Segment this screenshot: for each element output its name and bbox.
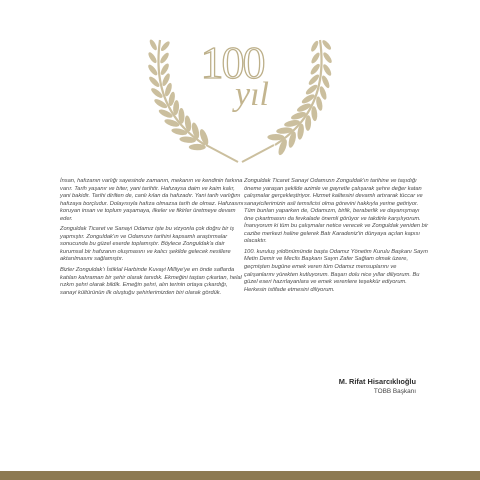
laurel-leaf: [321, 39, 333, 51]
signature-title: TOBB Başkanı: [373, 388, 416, 395]
emblem-word: yıl: [235, 76, 269, 113]
laurel-leaf: [311, 106, 318, 121]
footer-bar: [0, 471, 480, 480]
left-text-column: [60, 178, 244, 300]
paragraph: Bizler Zonguldak'ı İstiklal Harbinde Kuvayi Milliye'ye en önde saflarda katılan kahraman bir şehir olarak tanıdık. Ekmeğini taştan çıkartan, helal rızkın şehri olarak bildik. Emeğin şehri, alın terinin ortaya çıkardığı, sanayi kültürünün ilk oluştuğu şehirlerimizden biri olarak gördük.: [60, 267, 242, 296]
laurel-leaf: [160, 40, 172, 52]
laurel-leaf: [315, 96, 323, 111]
100-yil-emblem: [0, 0, 480, 175]
laurel-leaf: [148, 38, 158, 51]
emblem-number: 100: [200, 37, 264, 88]
laurel-leaf: [322, 63, 333, 77]
right-text-column: [244, 178, 428, 297]
laurel-leaf: [159, 51, 170, 64]
paragraph: Zonguldak Ticaret ve Sanayi Odamız işte bu vizyonla çok doğru bir iş yapmıştır. Zonguldak'ın ve Odamızın tarihini kapsamlı araştırmalar sonucunda bu güzel eserde toplamıştır. Böylece Zonguldak'a dair kurumsal bir hafızanın oluşmasını ve kalıcı şekilde gelecek nesillere aktarılmasını sağlamıştır.: [60, 226, 235, 263]
laurel-leaf: [310, 40, 320, 53]
laurel-wreath-icon: [0, 0, 480, 175]
signature-name: M. Rifat Hisarcıklıoğlu: [338, 377, 416, 386]
paragraph: 100. kuruluş yıldönümünde başta Odamız Yönetim Kurulu Başkanı Sayın Metin Demir ve Meclis Başkanı Sayın Zafer Sağlam olmak üzere, geçmişten bugüne emek veren tüm Odamız mensuplarını ve çalışanlarını yürekten kutluyorum. Başarı dolu nice yıllar diliyorum. Bu güzel eseri hazırlayanlara ve emek verenlere teşekkür ediyorum. Herkesin istifade etmesini diliyorum.: [244, 248, 428, 293]
laurel-leaf: [310, 51, 321, 64]
laurel-leaf: [147, 51, 158, 64]
laurel-leaf: [322, 51, 333, 64]
paragraph: İnsan, hafızanın varlığı sayesinde zamanın, mekanın ve kendinin farkına varır. Tarih yaşanır ve biter, yani tarihtir. Hafızaysa daim ve kaim kalır, yani bakidir. Tarihi dirilten de, canlı kılan da hafızadır. Yani tarih varlığını hafızaya borçludur. Dolayısıyla hafıza olmazsa tarih de olmaz. Hafızasını koruyan insan ve toplum yaşamaya, ilkeler ve fikirler üretmeye devam eder.: [60, 178, 244, 222]
paragraph: Zonguldak Ticaret Sanayi Odamızın Zonguldak'ın tarihine ve taşıdığı öneme yaraşan şekilde azimle ve gayretle çalışarak şehre değer katan çalışmalar gerçekleştiriyor. Hizmet kalitesini devamlı artırarak tüccar ve sanayicilerimizin asli temsilcisi olma görevini hakkıyla yerine getiriyor. Tüm bunları yaparken de, Odamızın, birlik, beraberlik ve dayanışmayı öne çıkartmasını da fevkalade önemli görüyor ve takdirle karşılıyorum. İnanıyorum ki tüm bu çalışmalar netice verecek ve Zonguldak yeniden bir cazibe merkezi haline gelerek Batı Karadeniz'in dünyaya açılan kapısı olacaktır.: [244, 178, 428, 245]
laurel-leaf: [147, 63, 159, 76]
laurel-leaf: [309, 63, 321, 76]
